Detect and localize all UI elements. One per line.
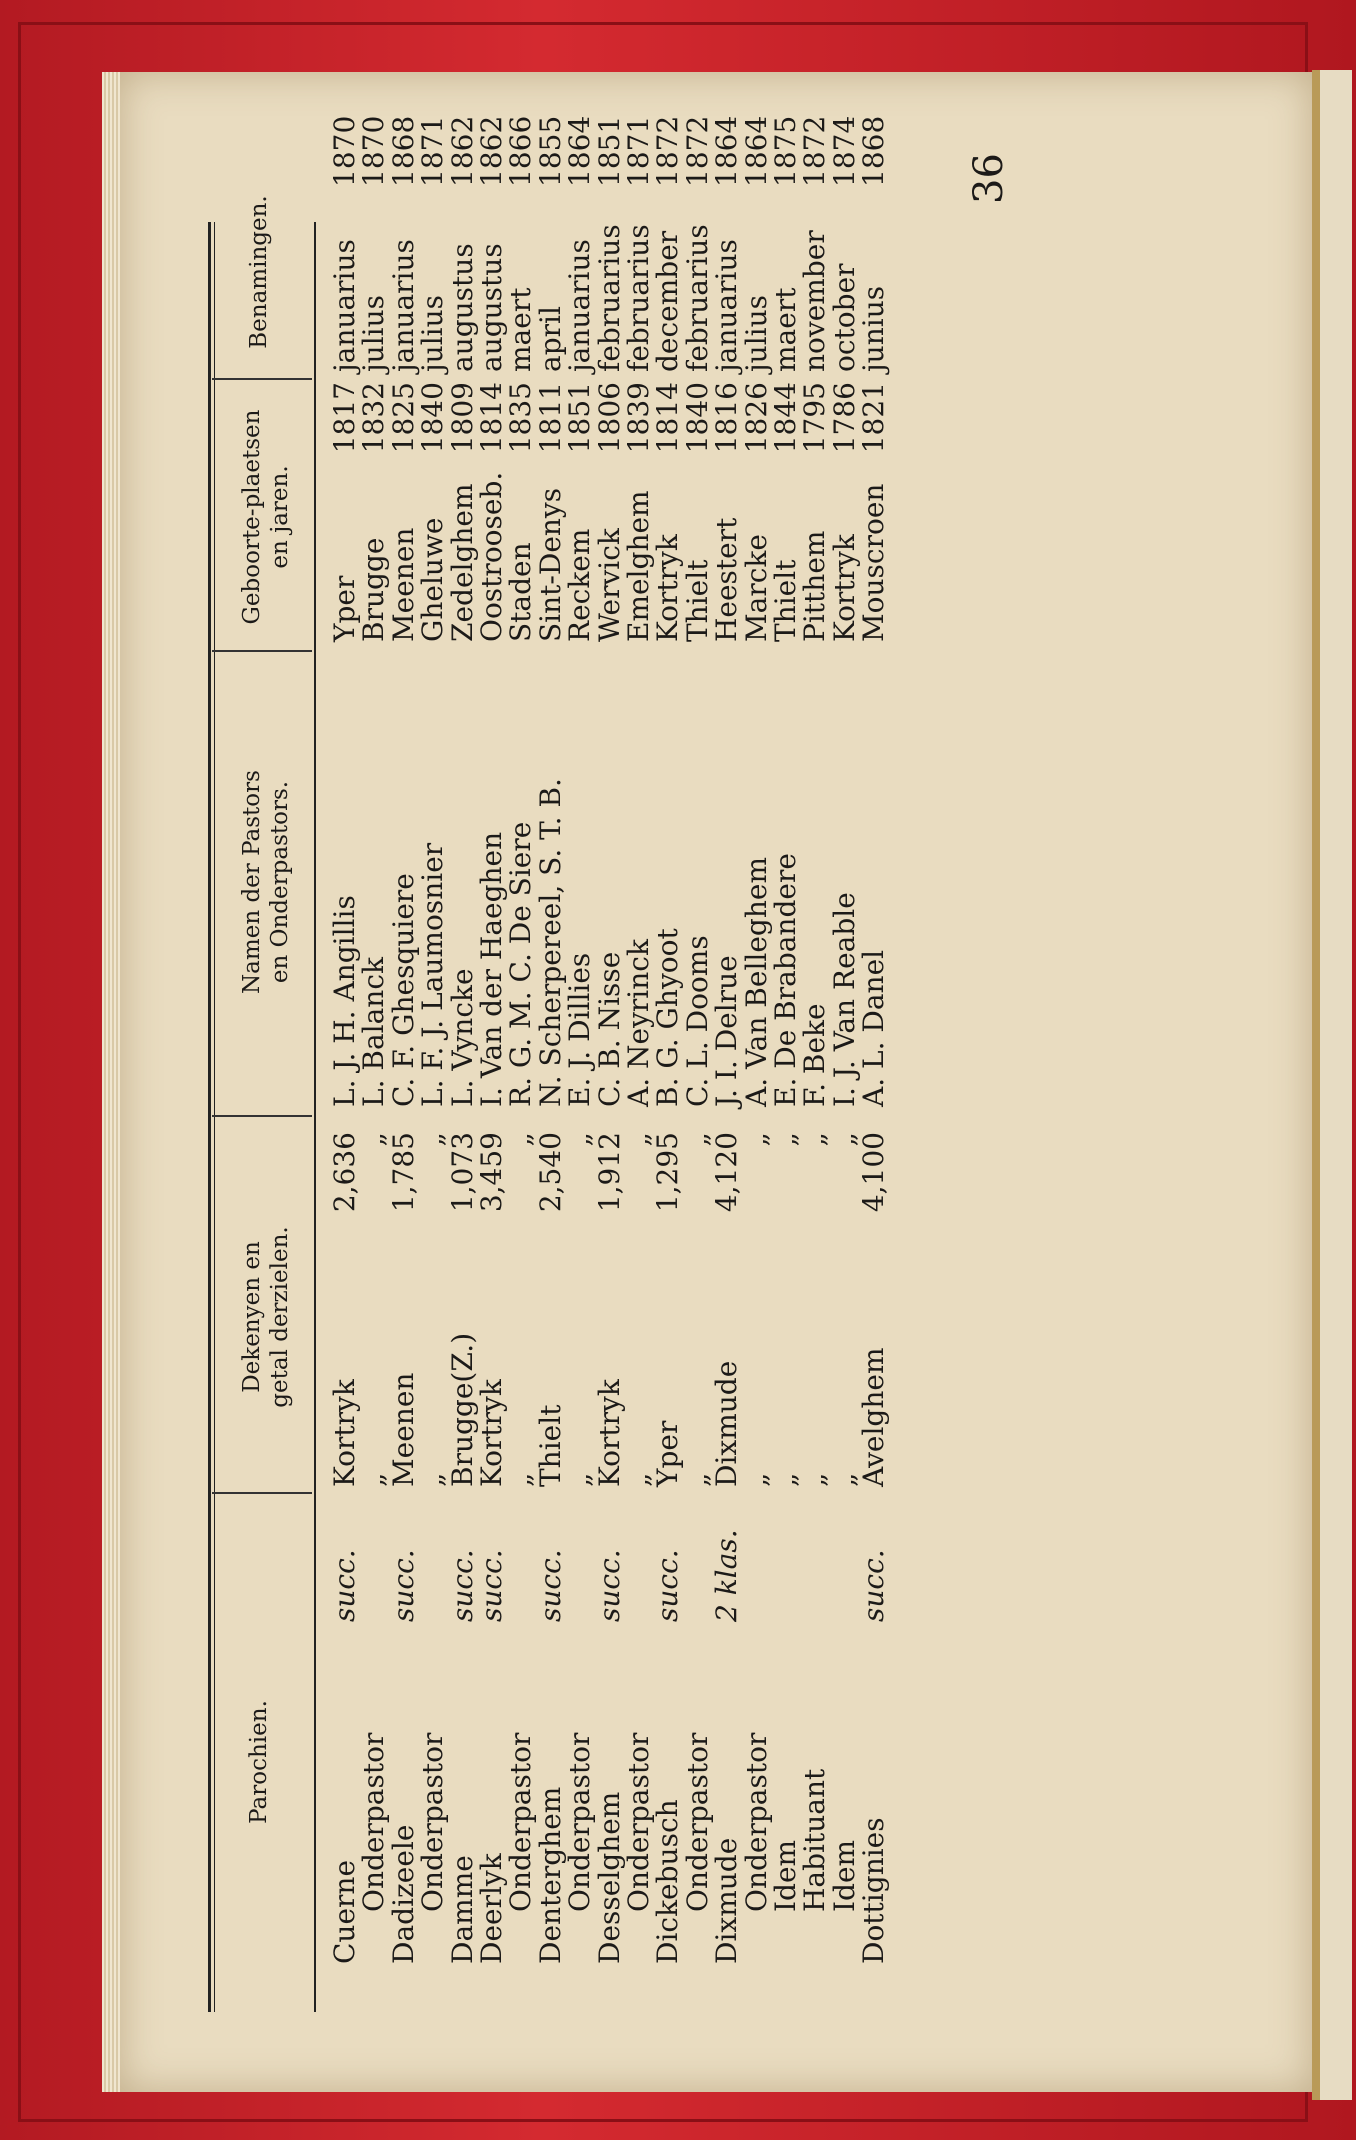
col-sep bbox=[212, 378, 312, 380]
souls-cell: 1,295 bbox=[651, 1132, 685, 1213]
name-cell: I. Van der Haeghen bbox=[475, 831, 508, 1107]
appointment-month-cell: maert bbox=[504, 287, 538, 372]
name-cell: E. De Brabandere bbox=[769, 853, 802, 1107]
souls-cell: „ bbox=[680, 1132, 714, 1147]
parochie-cell: Denterghem bbox=[533, 1786, 567, 1964]
appointment-month-cell: januarius bbox=[386, 239, 420, 372]
birth-year-cell: 1832 bbox=[357, 382, 391, 454]
role-cell: Onderpastor bbox=[622, 1732, 655, 1912]
birth-year-cell: 1826 bbox=[739, 382, 773, 454]
appointment-year-cell: 1874 bbox=[827, 115, 861, 187]
appointment-month-cell: augustus bbox=[445, 243, 479, 372]
name-cell: L. Balanck bbox=[357, 957, 391, 1107]
birth-year-cell: 1851 bbox=[563, 382, 597, 454]
appointment-month-cell: januarius bbox=[328, 239, 361, 372]
birth-year-cell: 1814 bbox=[651, 382, 685, 454]
appointment-month-cell: october bbox=[827, 263, 861, 372]
appointment-month-cell: februarius bbox=[592, 224, 626, 372]
name-cell: J. I. Delrue bbox=[710, 955, 744, 1107]
birthplace-cell: Yper bbox=[328, 575, 361, 642]
role-cell: Idem bbox=[769, 1839, 802, 1912]
parochie-cell: Dottignies bbox=[857, 1817, 891, 1964]
header-dekenyen: Dekenyen en getal derzielen. bbox=[239, 1226, 293, 1408]
appointment-year-cell: 1862 bbox=[445, 115, 479, 187]
class-cell: succ. bbox=[386, 1549, 420, 1622]
birthplace-cell: Zedelghem bbox=[445, 483, 479, 642]
souls-cell: 1,912 bbox=[592, 1132, 626, 1213]
parochie-cell: Cuerne bbox=[328, 1859, 361, 1964]
appointment-month-cell: april bbox=[533, 306, 567, 372]
appointment-year-cell: 1871 bbox=[416, 115, 450, 187]
birthplace-cell: Emelghem bbox=[622, 490, 655, 642]
deanery-cell: Dixmude bbox=[710, 1360, 744, 1487]
birth-year-cell: 1821 bbox=[857, 382, 891, 454]
deanery-cell: „ bbox=[622, 1472, 655, 1487]
parochie-cell: Deerlyk bbox=[475, 1853, 508, 1964]
parochie-cell: Dadizeele bbox=[386, 1824, 420, 1964]
souls-cell: „ bbox=[416, 1132, 450, 1147]
appointment-month-cell: december bbox=[651, 230, 685, 372]
class-cell: succ. bbox=[592, 1549, 626, 1622]
birth-year-cell: 1839 bbox=[622, 382, 655, 454]
birth-year-cell: 1811 bbox=[533, 382, 567, 454]
name-cell: A. Neyrinck bbox=[622, 939, 655, 1107]
appointment-year-cell: 1864 bbox=[710, 115, 744, 187]
birthplace-cell: Meenen bbox=[386, 527, 420, 642]
appointment-year-cell: 1868 bbox=[386, 115, 420, 187]
table-top-rule-thin bbox=[214, 222, 215, 2012]
name-cell: A. L. Danel bbox=[857, 949, 891, 1107]
deanery-cell: Brugge(Z.) bbox=[445, 1332, 479, 1487]
birthplace-cell: Thielt bbox=[769, 559, 802, 642]
birth-year-cell: 1786 bbox=[827, 382, 861, 454]
souls-cell: „ bbox=[827, 1132, 861, 1147]
souls-cell: 2,636 bbox=[328, 1132, 361, 1213]
appointment-year-cell: 1851 bbox=[592, 115, 626, 187]
birthplace-cell: Gheluwe bbox=[416, 517, 450, 642]
souls-cell: 3,459 bbox=[475, 1132, 508, 1213]
appointment-month-cell: julius bbox=[416, 294, 450, 372]
birthplace-cell: Heestert bbox=[710, 517, 744, 642]
deanery-cell: Kortryk bbox=[475, 1379, 508, 1487]
role-cell: Habituant bbox=[798, 1768, 832, 1912]
rotated-table-page bbox=[120, 72, 1312, 2092]
birth-year-cell: 1809 bbox=[445, 382, 479, 454]
deanery-cell: „ bbox=[416, 1472, 450, 1487]
class-cell: succ. bbox=[533, 1549, 567, 1622]
header-benamingen: Benamingen. bbox=[246, 195, 272, 349]
class-cell: succ. bbox=[445, 1549, 479, 1622]
name-cell: L. Vyncke bbox=[445, 968, 479, 1107]
deanery-cell: „ bbox=[504, 1472, 538, 1487]
class-cell: succ. bbox=[328, 1549, 361, 1622]
parochie-cell: Dickebusch bbox=[651, 1799, 685, 1964]
deanery-cell: Kortryk bbox=[592, 1379, 626, 1487]
appointment-year-cell: 1870 bbox=[328, 115, 361, 187]
deanery-cell: Thielt bbox=[533, 1404, 567, 1487]
appointment-month-cell: maert bbox=[769, 287, 802, 372]
birthplace-cell: Kortryk bbox=[651, 534, 685, 642]
col-sep bbox=[212, 1115, 312, 1117]
role-cell: Onderpastor bbox=[563, 1732, 597, 1912]
class-cell: succ. bbox=[475, 1549, 508, 1622]
parochie-cell: Dixmude bbox=[710, 1837, 744, 1964]
deanery-cell: Kortryk bbox=[328, 1379, 361, 1487]
birth-year-cell: 1806 bbox=[592, 382, 626, 454]
souls-cell: „ bbox=[622, 1132, 655, 1147]
birthplace-cell: Mouscroen bbox=[857, 483, 891, 642]
birthplace-cell: Sint-Denys bbox=[533, 487, 567, 642]
role-cell: Onderpastor bbox=[680, 1732, 714, 1912]
appointment-year-cell: 1855 bbox=[533, 115, 567, 187]
header-geboorte: Geboorte-plaetsen en jaren. bbox=[239, 409, 293, 625]
birthplace-cell: Pitthem bbox=[798, 530, 832, 642]
appointment-year-cell: 1862 bbox=[475, 115, 508, 187]
souls-cell: „ bbox=[504, 1132, 538, 1147]
class-cell: succ. bbox=[651, 1549, 685, 1622]
deanery-cell: Yper bbox=[651, 1420, 685, 1487]
appointment-year-cell: 1870 bbox=[357, 115, 391, 187]
birthplace-cell: Reckem bbox=[563, 528, 597, 642]
souls-cell: 1,073 bbox=[445, 1132, 479, 1213]
appointment-year-cell: 1864 bbox=[563, 115, 597, 187]
birthplace-cell: Thielt bbox=[680, 559, 714, 642]
name-cell: C. L. Dooms bbox=[680, 935, 714, 1107]
col-sep bbox=[212, 650, 312, 652]
appointment-year-cell: 1864 bbox=[739, 115, 773, 187]
souls-cell: „ bbox=[563, 1132, 597, 1147]
souls-cell: „ bbox=[357, 1132, 391, 1147]
deanery-cell: „ bbox=[680, 1472, 714, 1487]
name-cell: R. G. M. C. De Siere bbox=[504, 821, 538, 1107]
birth-year-cell: 1814 bbox=[475, 382, 508, 454]
souls-cell: „ bbox=[798, 1132, 832, 1147]
deanery-cell: „ bbox=[827, 1472, 861, 1487]
name-cell: F. Beke bbox=[798, 1003, 832, 1107]
deanery-cell: Avelghem bbox=[857, 1347, 891, 1487]
appointment-year-cell: 1871 bbox=[622, 115, 655, 187]
col-sep bbox=[212, 1492, 312, 1494]
birth-year-cell: 1840 bbox=[680, 382, 714, 454]
deanery-cell: „ bbox=[563, 1472, 597, 1487]
birthplace-cell: Kortryk bbox=[827, 534, 861, 642]
appointment-month-cell: julius bbox=[739, 294, 773, 372]
souls-cell: „ bbox=[769, 1132, 802, 1147]
birth-year-cell: 1795 bbox=[798, 382, 832, 454]
role-cell: Onderpastor bbox=[504, 1732, 538, 1912]
souls-cell: 4,100 bbox=[857, 1132, 891, 1213]
role-cell: Onderpastor bbox=[357, 1732, 391, 1912]
appointment-year-cell: 1872 bbox=[798, 115, 832, 187]
birth-year-cell: 1817 bbox=[328, 382, 361, 454]
souls-cell: 4,120 bbox=[710, 1132, 744, 1213]
birthplace-cell: Staden bbox=[504, 542, 538, 642]
role-cell: Onderpastor bbox=[416, 1732, 450, 1912]
deanery-cell: „ bbox=[798, 1472, 832, 1487]
name-cell: E. J. Dillies bbox=[563, 952, 597, 1107]
appointment-year-cell: 1868 bbox=[857, 115, 891, 187]
souls-cell: „ bbox=[739, 1132, 773, 1147]
name-cell: C. B. Nisse bbox=[592, 951, 626, 1107]
birth-year-cell: 1825 bbox=[386, 382, 420, 454]
parochie-cell: Damme bbox=[445, 1855, 479, 1964]
deanery-cell: „ bbox=[739, 1472, 773, 1487]
header-namen: Namen der Pastors en Onderpastors. bbox=[239, 770, 293, 994]
name-cell: L. J. H. Angillis bbox=[328, 895, 361, 1107]
header-parochien: Parochien. bbox=[246, 1700, 272, 1824]
appointment-month-cell: februarius bbox=[680, 224, 714, 372]
souls-cell: 1,785 bbox=[386, 1132, 420, 1213]
birthplace-cell: Wervick bbox=[592, 528, 626, 642]
appointment-month-cell: januarius bbox=[563, 239, 597, 372]
birth-year-cell: 1835 bbox=[504, 382, 538, 454]
appointment-month-cell: januarius bbox=[710, 239, 744, 372]
name-cell: N. Scherpereel, S. T. B. bbox=[533, 778, 567, 1107]
appointment-month-cell: augustus bbox=[475, 243, 508, 372]
appointment-year-cell: 1872 bbox=[680, 115, 714, 187]
birthplace-cell: Oostrooseb. bbox=[475, 471, 508, 642]
birth-year-cell: 1840 bbox=[416, 382, 450, 454]
name-cell: L. F. J. Laumosnier bbox=[416, 842, 450, 1107]
deanery-cell: Meenen bbox=[386, 1372, 420, 1487]
birthplace-cell: Marcke bbox=[739, 534, 773, 642]
appointment-month-cell: februarius bbox=[622, 224, 655, 372]
birth-year-cell: 1816 bbox=[710, 382, 744, 454]
facing-page-edge bbox=[1312, 70, 1352, 2100]
name-cell: A. Van Belleghem bbox=[739, 856, 773, 1107]
appointment-month-cell: november bbox=[798, 230, 832, 372]
class-cell: 2 klas. bbox=[710, 1529, 744, 1622]
souls-cell: 2,540 bbox=[533, 1132, 567, 1213]
appointment-month-cell: junius bbox=[857, 285, 891, 372]
class-cell: succ. bbox=[857, 1549, 891, 1622]
role-cell: Idem bbox=[827, 1839, 861, 1912]
birthplace-cell: Brugge bbox=[357, 537, 391, 642]
deanery-cell: „ bbox=[357, 1472, 391, 1487]
name-cell: I. J. Van Reable bbox=[827, 892, 861, 1107]
appointment-year-cell: 1872 bbox=[651, 115, 685, 187]
page-number: 36 bbox=[966, 153, 1012, 204]
name-cell: C. F. Ghesquiere bbox=[386, 873, 420, 1107]
table-top-rule bbox=[208, 222, 211, 2012]
role-cell: Onderpastor bbox=[739, 1732, 773, 1912]
birth-year-cell: 1844 bbox=[769, 382, 802, 454]
name-cell: B. G. Ghyoot bbox=[651, 928, 685, 1107]
appointment-year-cell: 1875 bbox=[769, 115, 802, 187]
appointment-year-cell: 1866 bbox=[504, 115, 538, 187]
header-bottom-rule bbox=[314, 222, 316, 2012]
parochie-cell: Desselghem bbox=[592, 1791, 626, 1964]
appointment-month-cell: julius bbox=[357, 294, 391, 372]
deanery-cell: „ bbox=[769, 1472, 802, 1487]
